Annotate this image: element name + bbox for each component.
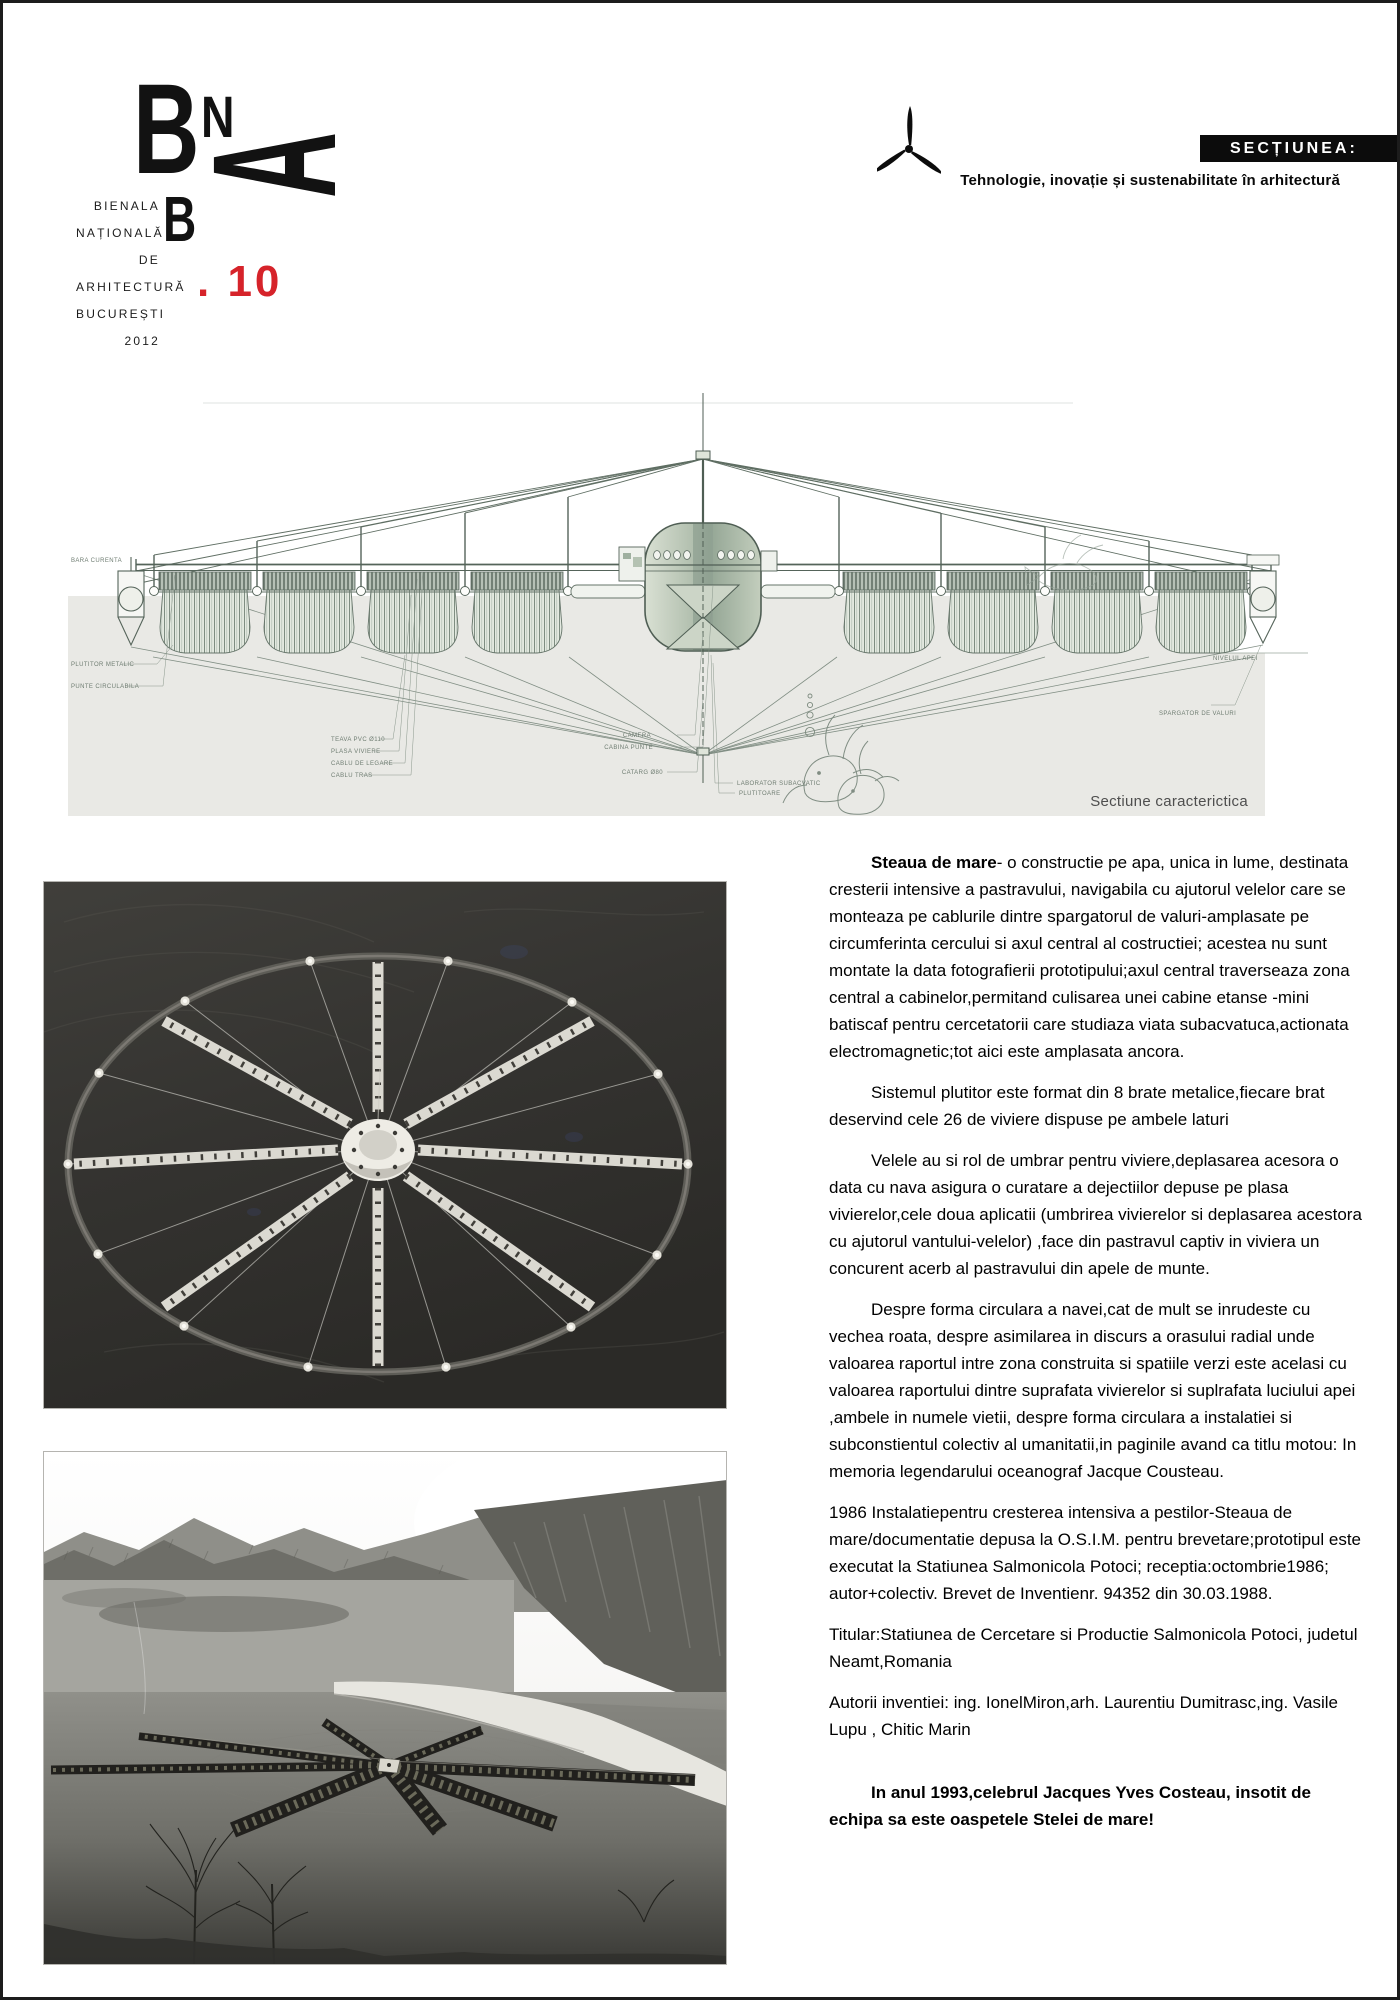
- paragraph-text: - o constructie pe apa, unica in lume, destinata cresterii intensive a pastravului, navigabila cu ajutorul velelor care se monteaza pe cablurile dintre spargatorul de valuri-amplasate pe circumferinta cercului si axul central al costructiei; acestea nu sunt montate la data fotografierii prototipului;axul central traverseaza zona central a cabinelor,permitand culisarea unei cabine etanse -mini batiscaf pentru cercetatorii care studiaza viata subacvatuca,actionata electromagnetic;tot aici este amplasata ancora.: [829, 853, 1350, 1061]
- connector-tube: [571, 585, 645, 598]
- logo-edition: . 10: [197, 257, 283, 306]
- cage-group: [471, 572, 563, 653]
- photo-aerial-starfish: [43, 881, 727, 1409]
- logo-letter-b2: B: [163, 183, 197, 255]
- logo-letter-b1: B: [133, 58, 200, 201]
- annotation-label: CABLU DE LEGARE: [331, 761, 394, 767]
- annotation-label: SPARGATOR DE VALURI: [1159, 711, 1237, 717]
- water-level-label: NIVELUL APEI: [1213, 656, 1258, 662]
- paragraph-highlight: In anul 1993,celebrul Jacques Yves Costeau, insotit de echipa sa este oaspetele Stelei de mare!: [829, 1783, 1311, 1829]
- annotation-label: PUNTE CIRCULABILA: [71, 684, 140, 690]
- article-column: [829, 849, 1365, 1847]
- paragraph: Despre forma circulara a navei,cat de mult se inrudeste cu vechea roata, despre asimilarea in discurs a orasului radial unde valoarea raportul intre zona construita si spatiile verzi este acelasi cu valoarea raportului dintre suprafata vivierelor si suplrafata luciului apei ,ambele in numele vietii, despre forma circulara a instalatiei si subconstientul colectiv al umanitatii,in paginile avand ca titlu motou: In memoria legendarului oceanograf Jacque Cousteau.: [829, 1300, 1357, 1481]
- annotation-label: CATARG Ø80: [621, 770, 663, 776]
- cage-group: [1051, 572, 1143, 653]
- annotation-label: PLASA VIVIERE: [331, 749, 381, 755]
- section-bar: [1200, 135, 1400, 162]
- logo-caption-line: 2012: [124, 334, 160, 348]
- annotation-label: PLUTITOR METALIC: [71, 662, 135, 668]
- logo-letter-a: A: [175, 131, 373, 198]
- logo-caption-line: ARHITECTURĂ: [76, 280, 186, 294]
- cage-group: [843, 572, 935, 653]
- paragraph: Titular:Statiunea de Cercetare si Productie Salmonicola Potoci, judetul Neamt,Romania: [829, 1625, 1358, 1671]
- cage-group: [1155, 572, 1247, 653]
- section-title: Tehnologie, inovație și sustenabilitate în arhitectură: [960, 172, 1340, 189]
- logo-caption-line: BUCUREȘTI: [76, 307, 166, 321]
- cage-group: [263, 572, 355, 653]
- annotation-label: PLUTITOARE: [739, 791, 781, 797]
- photo-lake-starfish: [43, 1451, 727, 1965]
- connector-tube: [761, 585, 835, 598]
- paragraph-intro: [829, 849, 1365, 1065]
- logo-caption-line: BIENALA: [93, 199, 160, 213]
- annotation-label: CABLU TRAS: [331, 773, 373, 779]
- cage-group: [947, 572, 1039, 653]
- paragraph: 1986 Instalatiepentru cresterea intensiva a pestilor-Steaua de mare/documentatie depusa la O.S.I.M. pentru brevetare;prototipul este executat la Statiunea Salmonicola Potoci; receptia:octombrie1986; autor+colectiv. Brevet de Inventienr. 94352 din 30.03.1988.: [829, 1503, 1362, 1603]
- logo-caption-line: NAȚIONALĂ: [76, 226, 164, 240]
- logo-caption: [76, 193, 186, 355]
- annotation-label: CABINA PUNTE: [604, 745, 653, 751]
- annotation-label: CAMERA: [622, 733, 651, 739]
- logo-caption-line: DE: [138, 253, 160, 267]
- section-label: SECȚIUNEA:: [1230, 140, 1358, 157]
- paragraph: Velele au si rol de umbrar pentru viviere,deplasarea acesora o data cu nava asigura o curatare a dejectiilor depuse pe plasa vivierelor,cele doua aplicatii (umbrirea vivierelor si deplasarea acestora cu ajutorul vantului-velelor) ,face din pastravul captiv in viviera un concurent acerb al pastravului din apele de munte.: [829, 1151, 1362, 1278]
- logo-letter-n: N: [201, 85, 235, 151]
- water-shadow: [62, 1588, 186, 1608]
- cage-group: [159, 572, 251, 653]
- section-drawing: [63, 333, 1363, 818]
- annotation-label: LABORATOR SUBACVATIC: [737, 781, 821, 787]
- paragraph: Autorii inventiei: ing. IonelMiron,arh. Laurentiu Dumitrasc,ing. Vasile Lupu , Chitic Marin: [829, 1693, 1338, 1739]
- paragraph: Sistemul plutitor este format din 8 brate metalice,fiecare brat deservind cele 26 de viviere dispuse pe ambele laturi: [829, 1083, 1325, 1129]
- article-lead: Steaua de mare: [871, 853, 997, 872]
- annotation-label: TEAVA PVC Ø110: [331, 737, 385, 743]
- drawing-caption: Sectiune caracterictica: [1090, 793, 1248, 810]
- annotation-label: BARA CURENTA: [71, 558, 123, 564]
